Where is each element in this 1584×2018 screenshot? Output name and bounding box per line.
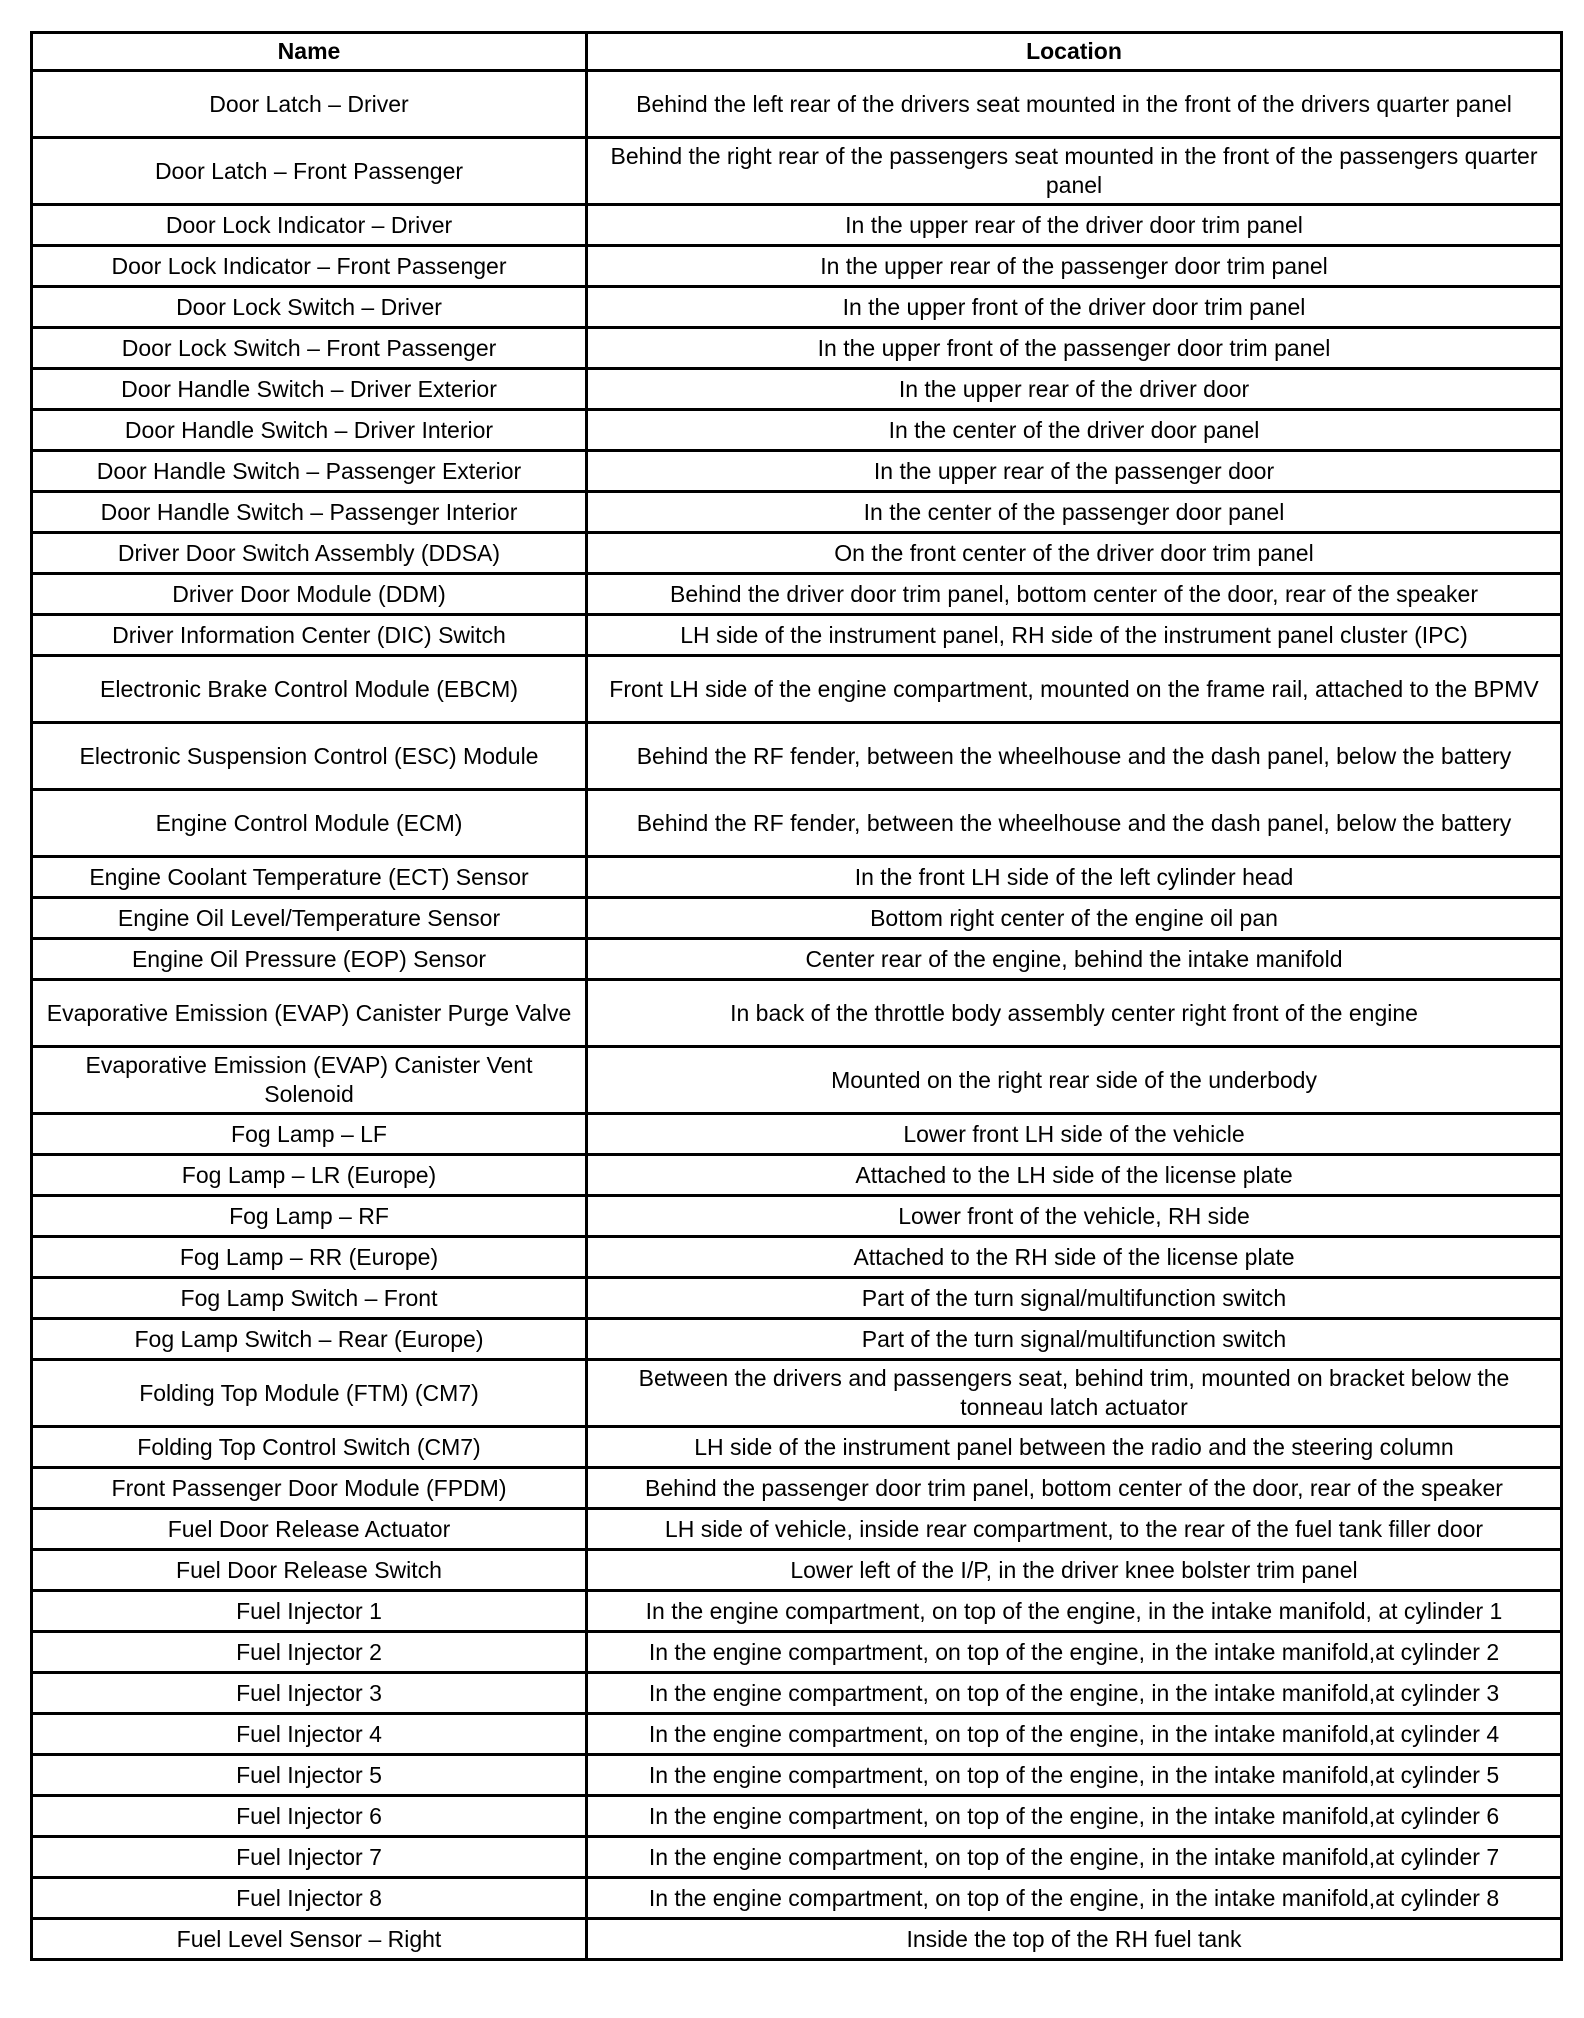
row-name-cell: Fuel Injector 1 — [32, 1591, 587, 1632]
table-row — [32, 1714, 1562, 1755]
row-name-cell: Fuel Door Release Switch — [32, 1550, 587, 1591]
table-header — [32, 33, 1562, 71]
row-location-cell: In the engine compartment, on top of the engine, in the intake manifold,at cylinder 5 — [587, 1755, 1562, 1796]
table-row — [32, 1360, 1562, 1427]
row-name-cell: Door Latch – Driver — [32, 71, 587, 138]
row-location-cell: LH side of the instrument panel between the radio and the steering column — [587, 1427, 1562, 1468]
row-location-cell: Lower front LH side of the vehicle — [587, 1114, 1562, 1155]
row-location-cell: In the front LH side of the left cylinder head — [587, 857, 1562, 898]
row-name-cell: Fuel Injector 5 — [32, 1755, 587, 1796]
table-row — [32, 369, 1562, 410]
row-location-cell: In back of the throttle body assembly center right front of the engine — [587, 980, 1562, 1047]
table-row — [32, 1468, 1562, 1509]
row-location-cell: Lower left of the I/P, in the driver knee bolster trim panel — [587, 1550, 1562, 1591]
row-name-cell: Driver Door Switch Assembly (DDSA) — [32, 533, 587, 574]
row-location-cell: In the upper rear of the driver door — [587, 369, 1562, 410]
row-location-cell: Front LH side of the engine compartment, mounted on the frame rail, attached to the BPMV — [587, 656, 1562, 723]
row-name-cell: Evaporative Emission (EVAP) Canister Purge Valve — [32, 980, 587, 1047]
row-name-cell: Fog Lamp Switch – Rear (Europe) — [32, 1319, 587, 1360]
row-location-cell: Attached to the RH side of the license plate — [587, 1237, 1562, 1278]
header-row — [32, 33, 1562, 71]
row-name-cell: Door Handle Switch – Passenger Interior — [32, 492, 587, 533]
row-location-cell: Center rear of the engine, behind the intake manifold — [587, 939, 1562, 980]
row-location-cell: Part of the turn signal/multifunction switch — [587, 1319, 1562, 1360]
row-location-cell: In the engine compartment, on top of the engine, in the intake manifold, at cylinder 1 — [587, 1591, 1562, 1632]
table-row — [32, 1673, 1562, 1714]
row-location-cell: In the upper front of the driver door trim panel — [587, 287, 1562, 328]
row-location-cell: In the engine compartment, on top of the engine, in the intake manifold,at cylinder 8 — [587, 1878, 1562, 1919]
table-row — [32, 71, 1562, 138]
table-row — [32, 656, 1562, 723]
row-location-cell: LH side of the instrument panel, RH side of the instrument panel cluster (IPC) — [587, 615, 1562, 656]
row-location-cell: Lower front of the vehicle, RH side — [587, 1196, 1562, 1237]
header-location: Location — [587, 33, 1562, 71]
row-name-cell: Fuel Injector 7 — [32, 1837, 587, 1878]
header-name: Name — [32, 33, 587, 71]
table-row — [32, 451, 1562, 492]
row-name-cell: Folding Top Module (FTM) (CM7) — [32, 1360, 587, 1427]
row-location-cell: Inside the top of the RH fuel tank — [587, 1919, 1562, 1960]
row-location-cell: Bottom right center of the engine oil pan — [587, 898, 1562, 939]
table-row — [32, 1237, 1562, 1278]
row-name-cell: Fuel Injector 2 — [32, 1632, 587, 1673]
table-row — [32, 1278, 1562, 1319]
table-row — [32, 533, 1562, 574]
table-row — [32, 410, 1562, 451]
table-row — [32, 205, 1562, 246]
row-location-cell: In the upper rear of the driver door trim panel — [587, 205, 1562, 246]
row-location-cell: LH side of vehicle, inside rear compartment, to the rear of the fuel tank filler door — [587, 1509, 1562, 1550]
row-name-cell: Engine Oil Level/Temperature Sensor — [32, 898, 587, 939]
row-location-cell: In the center of the driver door panel — [587, 410, 1562, 451]
row-name-cell: Front Passenger Door Module (FPDM) — [32, 1468, 587, 1509]
row-name-cell: Fuel Injector 4 — [32, 1714, 587, 1755]
table-row — [32, 574, 1562, 615]
row-name-cell: Electronic Suspension Control (ESC) Module — [32, 723, 587, 790]
row-location-cell: In the center of the passenger door panel — [587, 492, 1562, 533]
table-row — [32, 1047, 1562, 1114]
row-name-cell: Door Lock Indicator – Front Passenger — [32, 246, 587, 287]
row-name-cell: Engine Oil Pressure (EOP) Sensor — [32, 939, 587, 980]
row-location-cell: In the engine compartment, on top of the engine, in the intake manifold,at cylinder 7 — [587, 1837, 1562, 1878]
table-row — [32, 723, 1562, 790]
row-name-cell: Engine Control Module (ECM) — [32, 790, 587, 857]
row-location-cell: In the upper front of the passenger door trim panel — [587, 328, 1562, 369]
table-row — [32, 1155, 1562, 1196]
table-row — [32, 1919, 1562, 1960]
row-location-cell: On the front center of the driver door trim panel — [587, 533, 1562, 574]
row-location-cell: Behind the left rear of the drivers seat mounted in the front of the drivers quarter panel — [587, 71, 1562, 138]
row-name-cell: Fog Lamp – RR (Europe) — [32, 1237, 587, 1278]
table-row — [32, 287, 1562, 328]
row-location-cell: In the engine compartment, on top of the engine, in the intake manifold,at cylinder 2 — [587, 1632, 1562, 1673]
row-name-cell: Fog Lamp – RF — [32, 1196, 587, 1237]
row-location-cell: Behind the passenger door trim panel, bottom center of the door, rear of the speaker — [587, 1468, 1562, 1509]
row-location-cell: Attached to the LH side of the license plate — [587, 1155, 1562, 1196]
table-row — [32, 615, 1562, 656]
row-location-cell: Mounted on the right rear side of the underbody — [587, 1047, 1562, 1114]
table-row — [32, 857, 1562, 898]
table-body — [32, 71, 1562, 1960]
table-row — [32, 1196, 1562, 1237]
row-name-cell: Evaporative Emission (EVAP) Canister Vent Solenoid — [32, 1047, 587, 1114]
table-row — [32, 1114, 1562, 1155]
table-row — [32, 790, 1562, 857]
table-row — [32, 1427, 1562, 1468]
row-location-cell: Behind the driver door trim panel, bottom center of the door, rear of the speaker — [587, 574, 1562, 615]
table-row — [32, 1878, 1562, 1919]
row-location-cell: Part of the turn signal/multifunction switch — [587, 1278, 1562, 1319]
row-name-cell: Electronic Brake Control Module (EBCM) — [32, 656, 587, 723]
row-name-cell: Fog Lamp – LF — [32, 1114, 587, 1155]
table-row — [32, 246, 1562, 287]
row-name-cell: Door Handle Switch – Driver Exterior — [32, 369, 587, 410]
table-row — [32, 1755, 1562, 1796]
row-location-cell: In the engine compartment, on top of the engine, in the intake manifold,at cylinder 3 — [587, 1673, 1562, 1714]
table-row — [32, 898, 1562, 939]
row-location-cell: Between the drivers and passengers seat, behind trim, mounted on bracket below the tonneau latch actuator — [587, 1360, 1562, 1427]
row-location-cell: In the engine compartment, on top of the engine, in the intake manifold,at cylinder 6 — [587, 1796, 1562, 1837]
row-name-cell: Engine Coolant Temperature (ECT) Sensor — [32, 857, 587, 898]
row-location-cell: In the upper rear of the passenger door — [587, 451, 1562, 492]
row-name-cell: Door Lock Switch – Driver — [32, 287, 587, 328]
row-location-cell: Behind the RF fender, between the wheelhouse and the dash panel, below the battery — [587, 723, 1562, 790]
row-name-cell: Door Latch – Front Passenger — [32, 138, 587, 205]
row-location-cell: In the upper rear of the passenger door trim panel — [587, 246, 1562, 287]
table-row — [32, 1509, 1562, 1550]
table-row — [32, 1591, 1562, 1632]
row-name-cell: Fuel Injector 3 — [32, 1673, 587, 1714]
row-name-cell: Folding Top Control Switch (CM7) — [32, 1427, 587, 1468]
table-row — [32, 1550, 1562, 1591]
table-row — [32, 980, 1562, 1047]
row-name-cell: Fuel Door Release Actuator — [32, 1509, 587, 1550]
row-name-cell: Fuel Injector 8 — [32, 1878, 587, 1919]
row-location-cell: Behind the right rear of the passengers seat mounted in the front of the passengers quarter panel — [587, 138, 1562, 205]
component-location-table — [30, 31, 1563, 1961]
row-name-cell: Door Lock Indicator – Driver — [32, 205, 587, 246]
row-location-cell: In the engine compartment, on top of the engine, in the intake manifold,at cylinder 4 — [587, 1714, 1562, 1755]
table-row — [32, 138, 1562, 205]
row-name-cell: Door Lock Switch – Front Passenger — [32, 328, 587, 369]
row-name-cell: Driver Information Center (DIC) Switch — [32, 615, 587, 656]
table-row — [32, 492, 1562, 533]
table-row — [32, 1632, 1562, 1673]
table-row — [32, 328, 1562, 369]
row-name-cell: Driver Door Module (DDM) — [32, 574, 587, 615]
table-row — [32, 1837, 1562, 1878]
row-name-cell: Fog Lamp Switch – Front — [32, 1278, 587, 1319]
table-row — [32, 1796, 1562, 1837]
row-name-cell: Door Handle Switch – Passenger Exterior — [32, 451, 587, 492]
table-row — [32, 1319, 1562, 1360]
row-name-cell: Door Handle Switch – Driver Interior — [32, 410, 587, 451]
row-name-cell: Fuel Injector 6 — [32, 1796, 587, 1837]
row-name-cell: Fog Lamp – LR (Europe) — [32, 1155, 587, 1196]
row-location-cell: Behind the RF fender, between the wheelhouse and the dash panel, below the battery — [587, 790, 1562, 857]
row-name-cell: Fuel Level Sensor – Right — [32, 1919, 587, 1960]
table-row — [32, 939, 1562, 980]
